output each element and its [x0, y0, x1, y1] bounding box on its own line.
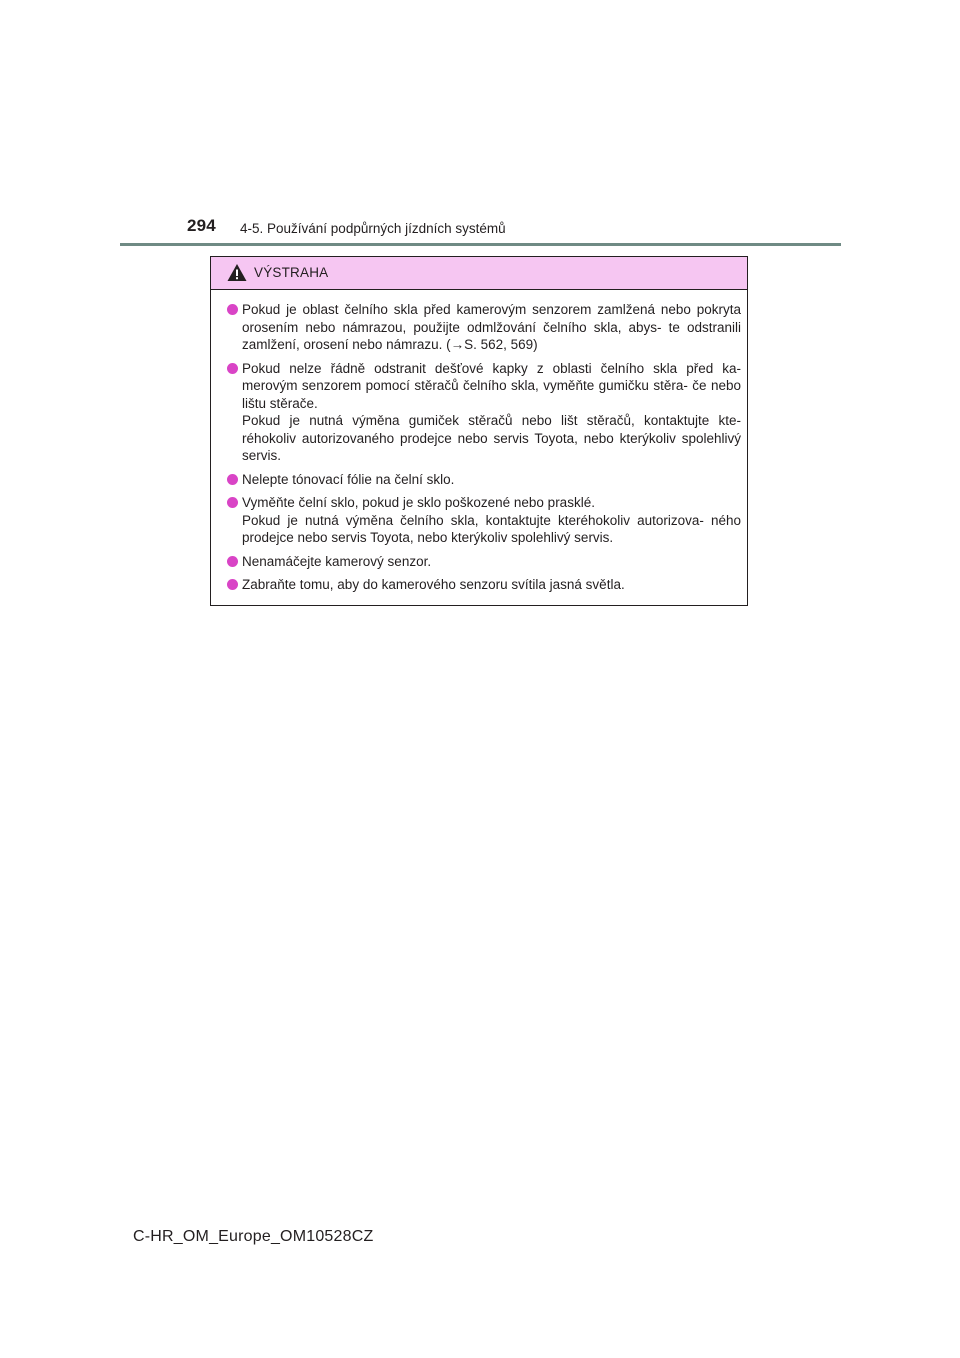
bullet-icon	[227, 579, 238, 590]
section-title: 4-5. Používání podpůrných jízdních systémů	[240, 221, 506, 236]
warning-item-text: Pokud je nutná výměna čelního skla, kontaktujte kteréhokoliv autorizova- ného prodejce nebo servis Toyota, nebo kterýkoliv spolehlivý servis.	[242, 512, 741, 545]
warning-item-text: Pokud nelze řádně odstranit dešťové kapky z oblasti čelního skla před ka- merovým senzorem pomocí stěračů čelního skla, vyměňte gumičku stěra- če nebo lištu stěrače.	[242, 360, 741, 411]
warning-item	[227, 553, 741, 571]
warning-item-text: Nenamáčejte kamerový senzor.	[242, 553, 432, 569]
warning-item-text: Nelepte tónovací fólie na čelní sklo.	[242, 471, 455, 487]
warning-item-text: Pokud je oblast čelního skla před kamerovým senzorem zamlžená nebo pokryta orosením nebo námrazou, použijte odmlžování čelního skla, abys- te odstranili zamlžení, orosení nebo námrazu. (→S. 562, 569)	[242, 302, 741, 352]
warning-item	[227, 360, 741, 465]
page-number: 294	[187, 216, 216, 235]
warning-item	[227, 301, 741, 354]
warning-item	[227, 576, 741, 594]
header-divider	[120, 243, 841, 246]
warning-triangle-icon	[227, 263, 247, 282]
bullet-icon	[227, 363, 238, 374]
bullet-icon	[227, 497, 238, 508]
warning-list	[211, 290, 747, 594]
document-code: C-HR_OM_Europe_OM10528CZ	[133, 1228, 374, 1245]
warning-item-text: Zabraňte tomu, aby do kamerového senzoru svítila jasná světla.	[242, 577, 625, 592]
warning-box	[210, 256, 748, 606]
bullet-icon	[227, 304, 238, 315]
warning-title: VÝSTRAHA	[254, 265, 329, 280]
bullet-icon	[227, 556, 238, 567]
bullet-icon	[227, 474, 238, 485]
warning-item-text: Pokud je nutná výměna gumiček stěračů nebo lišt stěračů, kontaktujte kte- réhokoliv autorizovaného prodejce nebo servis Toyota, nebo kterýkoliv spolehlivý servis.	[242, 413, 741, 463]
warning-item-text: Vyměňte čelní sklo, pokud je sklo poškozené nebo prasklé.	[242, 495, 595, 510]
warning-item	[227, 494, 741, 547]
warning-header	[211, 257, 747, 290]
warning-item	[227, 471, 741, 489]
